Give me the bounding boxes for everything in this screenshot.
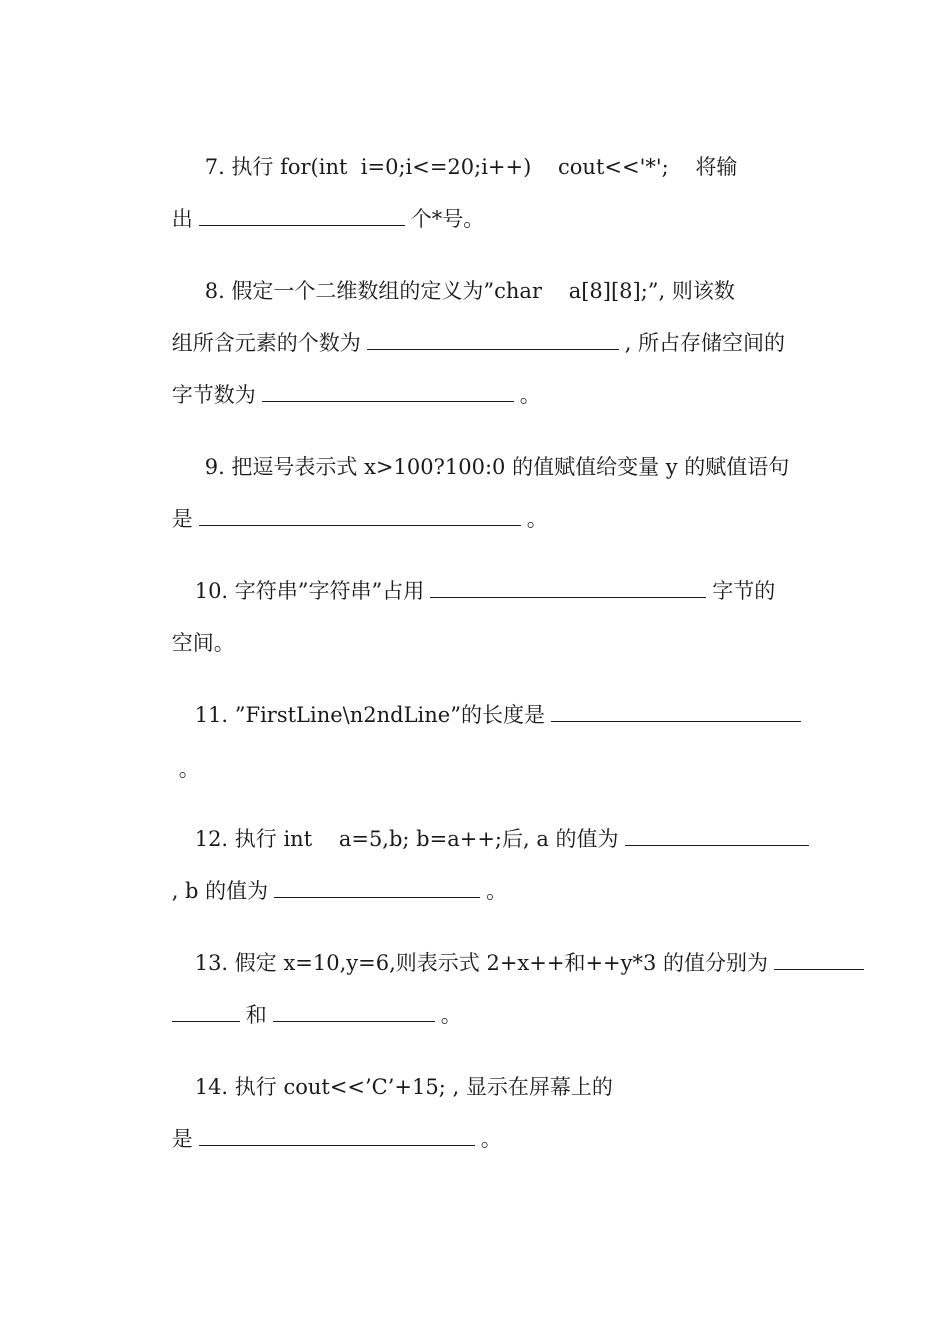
question-text: 个*号。 <box>410 207 485 231</box>
question-text: 。 <box>526 507 548 531</box>
question-text: 。 <box>178 757 200 781</box>
answer-blank[interactable] <box>273 1001 435 1022</box>
answer-blank[interactable] <box>774 949 864 970</box>
answer-blank[interactable] <box>199 205 405 226</box>
question-11-line-1 <box>168 670 807 760</box>
answer-blank[interactable] <box>262 381 514 402</box>
question-text: 是 <box>171 1127 193 1151</box>
answer-blank[interactable] <box>551 701 801 722</box>
answer-blank[interactable] <box>199 505 521 526</box>
answer-blank[interactable] <box>430 577 706 598</box>
question-text: 10. 字符串”字符串”占用 <box>194 579 425 603</box>
question-text: 11. ”FirstLine\n2ndLine”的长度是 <box>194 703 545 727</box>
question-text: 9. 把逗号表示式 x>100?100:0 的值赋值给变量 y 的赋值语句 <box>204 455 790 479</box>
question-text: 。 <box>486 879 508 903</box>
question-text: 字节数为 <box>171 383 256 407</box>
question-text: 。 <box>440 1003 462 1027</box>
question-text: 8. 假定一个二维数组的定义为”char a[8][8];”, 则该数 <box>204 279 735 303</box>
question-text: 组所含元素的个数为 <box>171 331 361 355</box>
question-text: 出 <box>171 207 193 231</box>
question-text: 7. 执行 for(int i=0;i<=20;i++) cout<<'*'; 将输 <box>204 155 738 179</box>
question-text: 。 <box>480 1127 502 1151</box>
question-text: , b 的值为 <box>171 879 269 903</box>
question-text: 是 <box>171 507 193 531</box>
question-text: 13. 假定 x=10,y=6,则表示式 2+x++和++y*3 的值分别为 <box>194 951 769 975</box>
question-text: , 所占存储空间的 <box>624 331 786 355</box>
question-14-line-2 <box>145 1094 502 1184</box>
question-text: 。 <box>519 383 541 407</box>
question-10-line-1 <box>168 546 775 636</box>
answer-blank[interactable] <box>172 1001 240 1022</box>
answer-blank[interactable] <box>367 329 619 350</box>
question-text: 空间。 <box>171 631 235 655</box>
question-text: 12. 执行 int a=5,b; b=a++;后, a 的值为 <box>194 827 619 851</box>
question-text: 字节的 <box>712 579 776 603</box>
answer-blank[interactable] <box>274 877 480 898</box>
answer-blank[interactable] <box>625 825 809 846</box>
question-text: 14. 执行 cout<<’C’+15; , 显示在屏幕上的 <box>194 1075 613 1099</box>
question-text: 和 <box>245 1003 267 1027</box>
answer-blank[interactable] <box>199 1125 475 1146</box>
